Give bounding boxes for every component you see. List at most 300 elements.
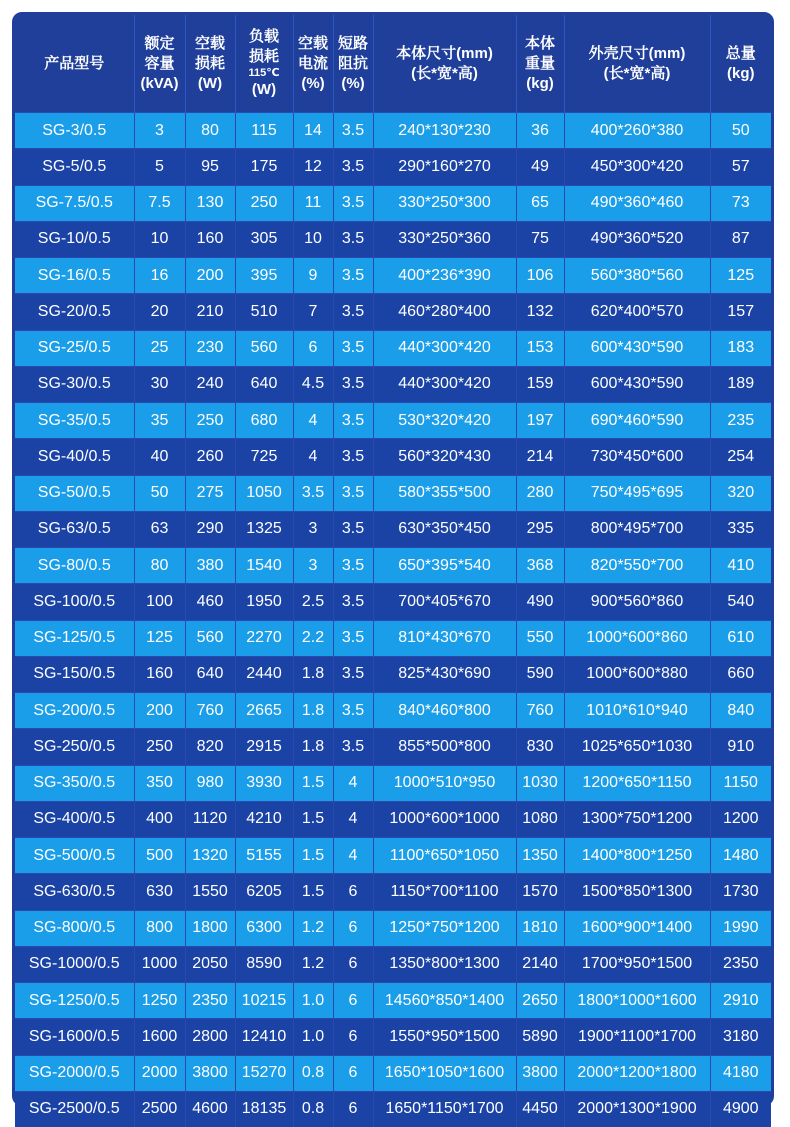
- table-row: [15, 729, 771, 765]
- cell-body-size: 825*430*690: [373, 656, 516, 692]
- cell-no-load-current: 7: [293, 294, 333, 330]
- column-header-capacity: [134, 15, 185, 113]
- column-header-line: 损耗: [187, 54, 234, 74]
- cell-no-load-current: 1.2: [293, 946, 333, 982]
- cell-load-loss: 5155: [235, 838, 293, 874]
- column-header-line: 空载: [295, 34, 332, 54]
- cell-case-size: 1500*850*1300: [564, 874, 710, 910]
- cell-total-weight: 335: [710, 511, 771, 547]
- cell-no-load-loss: 210: [185, 294, 235, 330]
- table-row: [15, 765, 771, 801]
- cell-capacity: 100: [134, 584, 185, 620]
- cell-short-circuit-impedance: 6: [333, 910, 373, 946]
- column-header-line: 本体: [518, 34, 563, 54]
- cell-total-weight: 1730: [710, 874, 771, 910]
- cell-load-loss: 725: [235, 439, 293, 475]
- cell-body-size: 1100*650*1050: [373, 838, 516, 874]
- cell-short-circuit-impedance: 3.5: [333, 511, 373, 547]
- column-header-line: 重量: [518, 54, 563, 74]
- cell-no-load-current: 1.5: [293, 838, 333, 874]
- cell-no-load-current: 12: [293, 149, 333, 185]
- cell-no-load-loss: 760: [185, 693, 235, 729]
- header-row: [15, 15, 771, 113]
- cell-model: SG-20/0.5: [15, 294, 134, 330]
- cell-load-loss: 175: [235, 149, 293, 185]
- cell-total-weight: 183: [710, 330, 771, 366]
- cell-load-loss: 250: [235, 185, 293, 221]
- cell-load-loss: 560: [235, 330, 293, 366]
- cell-body-size: 330*250*300: [373, 185, 516, 221]
- cell-case-size: 1000*600*880: [564, 656, 710, 692]
- cell-no-load-loss: 560: [185, 620, 235, 656]
- cell-capacity: 3: [134, 113, 185, 149]
- cell-no-load-current: 3: [293, 511, 333, 547]
- cell-case-size: 1700*950*1500: [564, 946, 710, 982]
- cell-model: SG-250/0.5: [15, 729, 134, 765]
- cell-model: SG-200/0.5: [15, 693, 134, 729]
- cell-total-weight: 4180: [710, 1055, 771, 1091]
- table-row: [15, 983, 771, 1019]
- cell-body-size: 1000*510*950: [373, 765, 516, 801]
- cell-no-load-current: 0.8: [293, 1091, 333, 1127]
- cell-body-weight: 75: [516, 221, 564, 257]
- cell-model: SG-50/0.5: [15, 475, 134, 511]
- cell-body-size: 650*395*540: [373, 548, 516, 584]
- column-header-line: (W): [237, 80, 292, 100]
- cell-load-loss: 510: [235, 294, 293, 330]
- cell-total-weight: 125: [710, 258, 771, 294]
- cell-body-size: 1350*800*1300: [373, 946, 516, 982]
- cell-no-load-current: 14: [293, 113, 333, 149]
- cell-case-size: 750*495*695: [564, 475, 710, 511]
- cell-body-weight: 65: [516, 185, 564, 221]
- table-row: [15, 439, 771, 475]
- cell-no-load-loss: 200: [185, 258, 235, 294]
- cell-load-loss: 1950: [235, 584, 293, 620]
- cell-load-loss: 4210: [235, 801, 293, 837]
- cell-body-size: 240*130*230: [373, 113, 516, 149]
- cell-capacity: 50: [134, 475, 185, 511]
- cell-body-weight: 36: [516, 113, 564, 149]
- cell-short-circuit-impedance: 3.5: [333, 729, 373, 765]
- cell-total-weight: 57: [710, 149, 771, 185]
- transformer-spec-table: [15, 15, 771, 1127]
- cell-body-weight: 159: [516, 366, 564, 402]
- cell-body-weight: 2140: [516, 946, 564, 982]
- cell-case-size: 690*460*590: [564, 403, 710, 439]
- cell-capacity: 200: [134, 693, 185, 729]
- column-header-short-circuit-impedance: [333, 15, 373, 113]
- column-header-model: [15, 15, 134, 113]
- table-row: [15, 693, 771, 729]
- cell-no-load-loss: 3800: [185, 1055, 235, 1091]
- cell-model: SG-16/0.5: [15, 258, 134, 294]
- cell-short-circuit-impedance: 3.5: [333, 366, 373, 402]
- cell-no-load-current: 9: [293, 258, 333, 294]
- cell-body-size: 290*160*270: [373, 149, 516, 185]
- cell-load-loss: 10215: [235, 983, 293, 1019]
- column-header-line: 容量: [136, 54, 184, 74]
- cell-capacity: 63: [134, 511, 185, 547]
- cell-body-weight: 4450: [516, 1091, 564, 1127]
- cell-model: SG-3/0.5: [15, 113, 134, 149]
- cell-capacity: 1000: [134, 946, 185, 982]
- cell-short-circuit-impedance: 6: [333, 1055, 373, 1091]
- column-header-total-weight: [710, 15, 771, 113]
- cell-case-size: 1300*750*1200: [564, 801, 710, 837]
- table-row: [15, 874, 771, 910]
- cell-body-weight: 830: [516, 729, 564, 765]
- table-row: [15, 910, 771, 946]
- cell-case-size: 2000*1300*1900: [564, 1091, 710, 1127]
- cell-capacity: 5: [134, 149, 185, 185]
- cell-case-size: 1800*1000*1600: [564, 983, 710, 1019]
- cell-total-weight: 1480: [710, 838, 771, 874]
- cell-model: SG-80/0.5: [15, 548, 134, 584]
- cell-body-weight: 153: [516, 330, 564, 366]
- column-header-line: (%): [295, 74, 332, 94]
- cell-model: SG-10/0.5: [15, 221, 134, 257]
- cell-body-size: 855*500*800: [373, 729, 516, 765]
- cell-no-load-current: 4.5: [293, 366, 333, 402]
- column-header-line: 损耗: [237, 47, 292, 67]
- cell-no-load-loss: 820: [185, 729, 235, 765]
- cell-total-weight: 189: [710, 366, 771, 402]
- cell-no-load-current: 10: [293, 221, 333, 257]
- cell-no-load-loss: 2350: [185, 983, 235, 1019]
- cell-short-circuit-impedance: 6: [333, 1091, 373, 1127]
- table-row: [15, 149, 771, 185]
- cell-case-size: 1900*1100*1700: [564, 1019, 710, 1055]
- cell-total-weight: 87: [710, 221, 771, 257]
- cell-load-loss: 1540: [235, 548, 293, 584]
- cell-short-circuit-impedance: 6: [333, 1019, 373, 1055]
- column-header-case-size: [564, 15, 710, 113]
- cell-no-load-loss: 250: [185, 403, 235, 439]
- cell-total-weight: 1150: [710, 765, 771, 801]
- cell-body-size: 630*350*450: [373, 511, 516, 547]
- cell-body-weight: 1080: [516, 801, 564, 837]
- cell-body-size: 14560*850*1400: [373, 983, 516, 1019]
- cell-no-load-current: 1.5: [293, 765, 333, 801]
- cell-total-weight: 660: [710, 656, 771, 692]
- cell-body-weight: 368: [516, 548, 564, 584]
- cell-model: SG-150/0.5: [15, 656, 134, 692]
- cell-load-loss: 1325: [235, 511, 293, 547]
- column-header-line: (kg): [712, 64, 771, 84]
- cell-total-weight: 910: [710, 729, 771, 765]
- cell-body-size: 330*250*360: [373, 221, 516, 257]
- column-header-line: (长*宽*高): [375, 64, 515, 84]
- cell-total-weight: 610: [710, 620, 771, 656]
- cell-body-size: 1150*700*1100: [373, 874, 516, 910]
- cell-total-weight: 73: [710, 185, 771, 221]
- cell-capacity: 125: [134, 620, 185, 656]
- cell-load-loss: 8590: [235, 946, 293, 982]
- cell-total-weight: 157: [710, 294, 771, 330]
- cell-capacity: 40: [134, 439, 185, 475]
- cell-capacity: 630: [134, 874, 185, 910]
- cell-short-circuit-impedance: 3.5: [333, 258, 373, 294]
- cell-no-load-current: 4: [293, 403, 333, 439]
- cell-no-load-loss: 2800: [185, 1019, 235, 1055]
- table-row: [15, 838, 771, 874]
- table-row: [15, 475, 771, 511]
- cell-case-size: 1400*800*1250: [564, 838, 710, 874]
- column-header-body-weight: [516, 15, 564, 113]
- cell-model: SG-400/0.5: [15, 801, 134, 837]
- cell-short-circuit-impedance: 6: [333, 874, 373, 910]
- cell-no-load-loss: 230: [185, 330, 235, 366]
- cell-body-size: 440*300*420: [373, 330, 516, 366]
- cell-no-load-current: 1.5: [293, 801, 333, 837]
- cell-load-loss: 680: [235, 403, 293, 439]
- cell-case-size: 1025*650*1030: [564, 729, 710, 765]
- cell-body-weight: 280: [516, 475, 564, 511]
- cell-body-weight: 490: [516, 584, 564, 620]
- column-header-line: (长*宽*高): [566, 64, 709, 84]
- cell-body-size: 460*280*400: [373, 294, 516, 330]
- cell-load-loss: 15270: [235, 1055, 293, 1091]
- cell-capacity: 80: [134, 548, 185, 584]
- table-row: [15, 294, 771, 330]
- cell-total-weight: 50: [710, 113, 771, 149]
- table-body: [15, 113, 771, 1127]
- cell-body-size: 530*320*420: [373, 403, 516, 439]
- cell-no-load-loss: 4600: [185, 1091, 235, 1127]
- cell-case-size: 600*430*590: [564, 330, 710, 366]
- cell-no-load-current: 1.0: [293, 1019, 333, 1055]
- cell-case-size: 1200*650*1150: [564, 765, 710, 801]
- cell-case-size: 490*360*520: [564, 221, 710, 257]
- column-header-no-load-current: [293, 15, 333, 113]
- cell-model: SG-25/0.5: [15, 330, 134, 366]
- cell-body-weight: 1810: [516, 910, 564, 946]
- cell-body-size: 400*236*390: [373, 258, 516, 294]
- cell-capacity: 400: [134, 801, 185, 837]
- column-header-line: 额定: [136, 34, 184, 54]
- spec-table-frame: [12, 12, 774, 1106]
- cell-no-load-current: 3.5: [293, 475, 333, 511]
- cell-case-size: 1010*610*940: [564, 693, 710, 729]
- cell-no-load-loss: 260: [185, 439, 235, 475]
- table-row: [15, 185, 771, 221]
- cell-body-weight: 3800: [516, 1055, 564, 1091]
- table-row: [15, 1091, 771, 1127]
- cell-total-weight: 1200: [710, 801, 771, 837]
- cell-no-load-loss: 240: [185, 366, 235, 402]
- cell-case-size: 900*560*860: [564, 584, 710, 620]
- cell-capacity: 30: [134, 366, 185, 402]
- column-header-line: 阻抗: [335, 54, 372, 74]
- cell-short-circuit-impedance: 3.5: [333, 475, 373, 511]
- table-row: [15, 366, 771, 402]
- cell-total-weight: 4900: [710, 1091, 771, 1127]
- cell-body-size: 440*300*420: [373, 366, 516, 402]
- cell-model: SG-1600/0.5: [15, 1019, 134, 1055]
- cell-body-weight: 295: [516, 511, 564, 547]
- cell-no-load-current: 2.5: [293, 584, 333, 620]
- cell-load-loss: 1050: [235, 475, 293, 511]
- cell-model: SG-63/0.5: [15, 511, 134, 547]
- cell-no-load-current: 2.2: [293, 620, 333, 656]
- cell-short-circuit-impedance: 3.5: [333, 221, 373, 257]
- cell-model: SG-100/0.5: [15, 584, 134, 620]
- column-header-line: 短路: [335, 34, 372, 54]
- column-header-line: (%): [335, 74, 372, 94]
- cell-body-size: 1000*600*1000: [373, 801, 516, 837]
- cell-case-size: 620*400*570: [564, 294, 710, 330]
- cell-short-circuit-impedance: 3.5: [333, 693, 373, 729]
- cell-capacity: 350: [134, 765, 185, 801]
- cell-no-load-loss: 290: [185, 511, 235, 547]
- cell-case-size: 490*360*460: [564, 185, 710, 221]
- cell-capacity: 7.5: [134, 185, 185, 221]
- cell-total-weight: 254: [710, 439, 771, 475]
- cell-no-load-loss: 275: [185, 475, 235, 511]
- cell-model: SG-125/0.5: [15, 620, 134, 656]
- cell-load-loss: 395: [235, 258, 293, 294]
- cell-body-weight: 197: [516, 403, 564, 439]
- column-header-line: 外壳尺寸(mm): [566, 44, 709, 64]
- table-row: [15, 258, 771, 294]
- cell-no-load-current: 1.2: [293, 910, 333, 946]
- cell-case-size: 1600*900*1400: [564, 910, 710, 946]
- cell-short-circuit-impedance: 6: [333, 946, 373, 982]
- cell-body-weight: 106: [516, 258, 564, 294]
- cell-short-circuit-impedance: 6: [333, 983, 373, 1019]
- cell-capacity: 35: [134, 403, 185, 439]
- cell-model: SG-1250/0.5: [15, 983, 134, 1019]
- cell-short-circuit-impedance: 3.5: [333, 439, 373, 475]
- cell-no-load-loss: 460: [185, 584, 235, 620]
- cell-model: SG-7.5/0.5: [15, 185, 134, 221]
- cell-model: SG-35/0.5: [15, 403, 134, 439]
- table-row: [15, 1019, 771, 1055]
- cell-body-size: 840*460*800: [373, 693, 516, 729]
- cell-capacity: 800: [134, 910, 185, 946]
- cell-body-size: 700*405*670: [373, 584, 516, 620]
- cell-no-load-loss: 1800: [185, 910, 235, 946]
- table-row: [15, 548, 771, 584]
- cell-no-load-loss: 1550: [185, 874, 235, 910]
- cell-short-circuit-impedance: 3.5: [333, 403, 373, 439]
- cell-body-size: 1250*750*1200: [373, 910, 516, 946]
- table-row: [15, 946, 771, 982]
- cell-short-circuit-impedance: 4: [333, 801, 373, 837]
- cell-load-loss: 18135: [235, 1091, 293, 1127]
- table-header: [15, 15, 771, 113]
- cell-case-size: 730*450*600: [564, 439, 710, 475]
- cell-load-loss: 2665: [235, 693, 293, 729]
- table-row: [15, 801, 771, 837]
- cell-total-weight: 320: [710, 475, 771, 511]
- cell-capacity: 1600: [134, 1019, 185, 1055]
- cell-load-loss: 2915: [235, 729, 293, 765]
- column-header-line: (kg): [518, 74, 563, 94]
- cell-load-loss: 3930: [235, 765, 293, 801]
- cell-model: SG-40/0.5: [15, 439, 134, 475]
- table-row: [15, 656, 771, 692]
- cell-short-circuit-impedance: 3.5: [333, 330, 373, 366]
- cell-body-weight: 214: [516, 439, 564, 475]
- cell-case-size: 1000*600*860: [564, 620, 710, 656]
- cell-no-load-loss: 2050: [185, 946, 235, 982]
- cell-body-weight: 49: [516, 149, 564, 185]
- cell-short-circuit-impedance: 3.5: [333, 149, 373, 185]
- table-row: [15, 330, 771, 366]
- cell-no-load-loss: 1320: [185, 838, 235, 874]
- cell-no-load-loss: 380: [185, 548, 235, 584]
- cell-no-load-current: 0.8: [293, 1055, 333, 1091]
- cell-body-weight: 1030: [516, 765, 564, 801]
- cell-body-weight: 760: [516, 693, 564, 729]
- cell-load-loss: 12410: [235, 1019, 293, 1055]
- cell-case-size: 450*300*420: [564, 149, 710, 185]
- cell-model: SG-350/0.5: [15, 765, 134, 801]
- table-row: [15, 584, 771, 620]
- table-row: [15, 511, 771, 547]
- cell-load-loss: 6205: [235, 874, 293, 910]
- cell-case-size: 400*260*380: [564, 113, 710, 149]
- column-header-load-loss: [235, 15, 293, 113]
- cell-body-weight: 1350: [516, 838, 564, 874]
- cell-load-loss: 305: [235, 221, 293, 257]
- cell-body-weight: 590: [516, 656, 564, 692]
- cell-short-circuit-impedance: 4: [333, 765, 373, 801]
- cell-body-size: 580*355*500: [373, 475, 516, 511]
- cell-total-weight: 1990: [710, 910, 771, 946]
- cell-no-load-loss: 95: [185, 149, 235, 185]
- cell-no-load-loss: 160: [185, 221, 235, 257]
- table-row: [15, 113, 771, 149]
- cell-case-size: 800*495*700: [564, 511, 710, 547]
- cell-no-load-current: 1.8: [293, 656, 333, 692]
- column-header-line: 本体尺寸(mm): [375, 44, 515, 64]
- cell-load-loss: 6300: [235, 910, 293, 946]
- column-header-line: 总量: [712, 44, 771, 64]
- cell-body-size: 1550*950*1500: [373, 1019, 516, 1055]
- cell-model: SG-30/0.5: [15, 366, 134, 402]
- cell-short-circuit-impedance: 3.5: [333, 185, 373, 221]
- cell-no-load-loss: 1120: [185, 801, 235, 837]
- column-header-line: (kVA): [136, 74, 184, 94]
- column-header-line: 负载: [237, 27, 292, 47]
- column-header-body-size: [373, 15, 516, 113]
- cell-no-load-current: 1.0: [293, 983, 333, 1019]
- cell-short-circuit-impedance: 3.5: [333, 584, 373, 620]
- cell-no-load-loss: 80: [185, 113, 235, 149]
- cell-load-loss: 2440: [235, 656, 293, 692]
- cell-capacity: 20: [134, 294, 185, 330]
- cell-no-load-current: 4: [293, 439, 333, 475]
- cell-short-circuit-impedance: 3.5: [333, 113, 373, 149]
- cell-total-weight: 3180: [710, 1019, 771, 1055]
- cell-no-load-current: 1.8: [293, 693, 333, 729]
- table-row: [15, 620, 771, 656]
- cell-body-weight: 5890: [516, 1019, 564, 1055]
- cell-model: SG-500/0.5: [15, 838, 134, 874]
- cell-body-weight: 550: [516, 620, 564, 656]
- cell-short-circuit-impedance: 4: [333, 838, 373, 874]
- table-row: [15, 1055, 771, 1091]
- cell-no-load-current: 3: [293, 548, 333, 584]
- cell-no-load-loss: 980: [185, 765, 235, 801]
- cell-no-load-loss: 640: [185, 656, 235, 692]
- column-header-line: 产品型号: [16, 54, 133, 74]
- cell-case-size: 2000*1200*1800: [564, 1055, 710, 1091]
- cell-no-load-loss: 130: [185, 185, 235, 221]
